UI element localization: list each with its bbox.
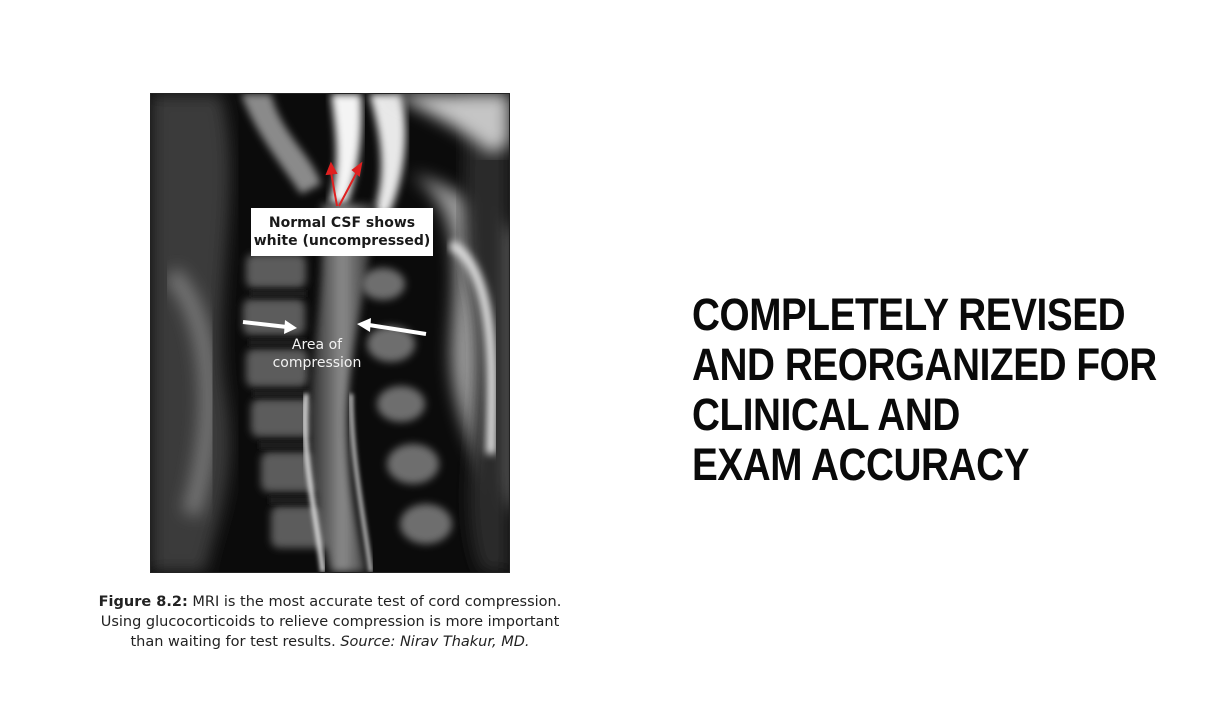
csf-label-line2: white (uncompressed) xyxy=(253,233,431,249)
mri-image xyxy=(150,93,510,573)
headline-line-3: CLINICAL AND xyxy=(692,389,960,440)
caption-text-2: Using glucocorticoids to relieve compression is more important xyxy=(100,614,560,630)
figure-label: Figure 8.2: xyxy=(98,594,188,610)
compression-label-line2: compression xyxy=(272,355,362,371)
headline-line-2: AND REORGANIZED FOR xyxy=(692,339,1157,390)
compression-label-line1: Area of xyxy=(291,337,343,353)
headline-line-1: COMPLETELY REVISED xyxy=(692,289,1126,340)
caption-text-3: than waiting for test results. xyxy=(130,634,341,650)
caption-source: Source: Nirav Thakur, MD. xyxy=(340,634,530,650)
csf-annotation-label xyxy=(251,208,433,256)
caption-text-1: MRI is the most accurate test of cord compression. xyxy=(187,594,562,610)
figure-caption xyxy=(70,592,590,652)
csf-label-line1: Normal CSF shows xyxy=(268,215,416,231)
headline xyxy=(692,290,1157,490)
mri-scan-graphic xyxy=(151,94,509,572)
headline-line-4: EXAM ACCURACY xyxy=(692,439,1029,490)
compression-annotation-label xyxy=(258,336,376,372)
